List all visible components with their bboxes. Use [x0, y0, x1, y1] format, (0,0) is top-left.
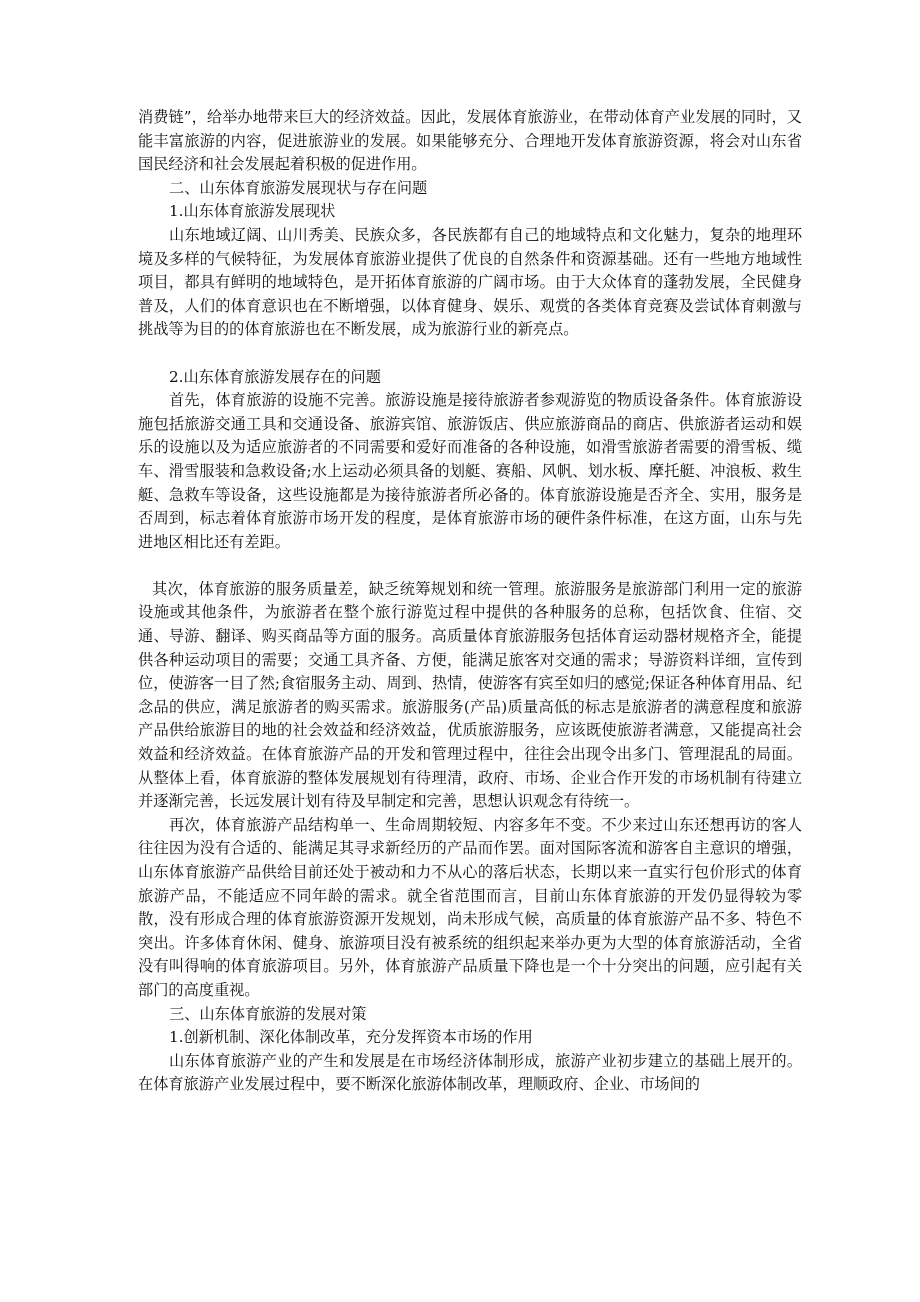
subsection-heading-3-1: 1.创新机制、深化体制改革，充分发挥资本市场的作用: [169, 1028, 533, 1047]
section-heading-3: 三、山东体育旅游的发展对策: [169, 1004, 367, 1023]
subsection-heading-2-2: 2.山东体育旅游发展存在的问题: [169, 367, 381, 386]
paragraph-product-structure: 再次，体育旅游产品结构单一、生命周期较短、内容多年不变。不少来过山东还想再访的客人往往因为没有合适的、能满足其寻求新经历的产品而作罢。面对国际客流和游客自主意识的增强，山东体育旅游产品供给目前还处于被动和力不从心的落后状态，长期以来一直实行包价形式的体育旅游产品，不能适应不同年龄的需求。就全省范围而言，目前山东体育旅游的开发仍显得较为零散，没有形成合理的体育旅游资源开发规划，尚未形成气候，高质量的体育旅游产品不多、特色不突出。许多体育休闲、健身、旅游项目没有被系统的组织起来举办更为大型的体育旅游活动，全省没有叫得响的体育旅游项目。另外，体育旅游产品质量下降也是一个十分突出的问题，应引起有关部门的高度重视。: [138, 815, 802, 999]
paragraph-intro-continuation: 消费链”，给举办地带来巨大的经济效益。因此，发展体育旅游业，在带动体育产业发展的同时，又能丰富旅游的内容，促进旅游业的发展。如果能够充分、合理地开发体育旅游资源，将会对山东省国民经济和社会发展起着积极的促进作用。: [138, 108, 802, 174]
document-page: [138, 106, 802, 1097]
section-heading-2: 二、山东体育旅游发展现状与存在问题: [169, 178, 428, 197]
paragraph-service-quality: 其次，体育旅游的服务质量差，缺乏统筹规划和统一管理。旅游服务是旅游部门利用一定的旅游设施或其他条件，为旅游者在整个旅行游览过程中提供的各种服务的总称，包括饮食、住宿、交通、导游、翻译、购买商品等方面的服务。高质量体育旅游服务包括体育运动器材规格齐全，能提供各种运动项目的需要；交通工具齐备、方便，能满足旅客对交通的需求；导游资料详细，宣传到位，使游客一目了然;食宿服务主动、周到、热情，使游客有宾至如归的感觉;保证各种体育用品、纪念品的供应，满足旅游者的购买需求。旅游服务(产品)质量高低的标志是旅游者的满意程度和旅游产品供给旅游目的地的社会效益和经济效益，优质旅游服务，应该既使旅游者满意，又能提高社会效益和经济效益。在体育旅游产品的开发和管理过程中，往往会出现令出多门、管理混乱的局面。从整体上看，体育旅游的整体发展规划有待理清，政府、市场、企业合作开发的市场机制有待建立并逐渐完善，长远发展计划有待及早制定和完善，思想认识观念有待统一。: [138, 579, 802, 811]
paragraph-current-status: 山东地域辽阔、山川秀美、民族众多，各民族都有自己的地域特点和文化魅力，复杂的地理环境及多样的气候特征，为发展体育旅游业提供了优良的自然条件和资源基础。还有一些地方地域性项目，都具有鲜明的地域特色，是开拓体育旅游的广阔市场。由于大众体育的蓬勃发展，全民健身普及，人们的体育意识也在不断增强，以体育健身、娱乐、观赏的各类体育竞赛及尝试体育刺激与挑战等为目的的体育旅游也在不断发展，成为旅游行业的新亮点。: [138, 225, 802, 339]
subsection-heading-2-1: 1.山东体育旅游发展现状: [169, 202, 336, 221]
paragraph-mechanism-innovation: 山东体育旅游产业的产生和发展是在市场经济体制形成，旅游产业初步建立的基础上展开的。在体育旅游产业发展过程中，要不断深化旅游体制改革，理顺政府、企业、市场间的: [138, 1051, 802, 1094]
paragraph-facilities: 首先，体育旅游的设施不完善。旅游设施是接待旅游者参观游览的物质设备条件。体育旅游设施包括旅游交通工具和交通设备、旅游宾馆、旅游饭店、供应旅游商品的商店、供旅游者运动和娱乐的设施以及为适应旅游者的不同需要和爱好而准备的各种设施，如滑雪旅游者需要的滑雪板、缆车、滑雪服装和急救设备;水上运动必须具备的划艇、赛船、风帆、划水板、摩托艇、冲浪板、救生艇、急救车等设备，这些设施都是为接待旅游者所必备的。体育旅游设施是否齐全、实用，服务是否周到，标志着体育旅游市场开发的程度，是体育旅游市场的硬件条件标准，在这方面，山东与先进地区相比还有差距。: [138, 391, 802, 551]
